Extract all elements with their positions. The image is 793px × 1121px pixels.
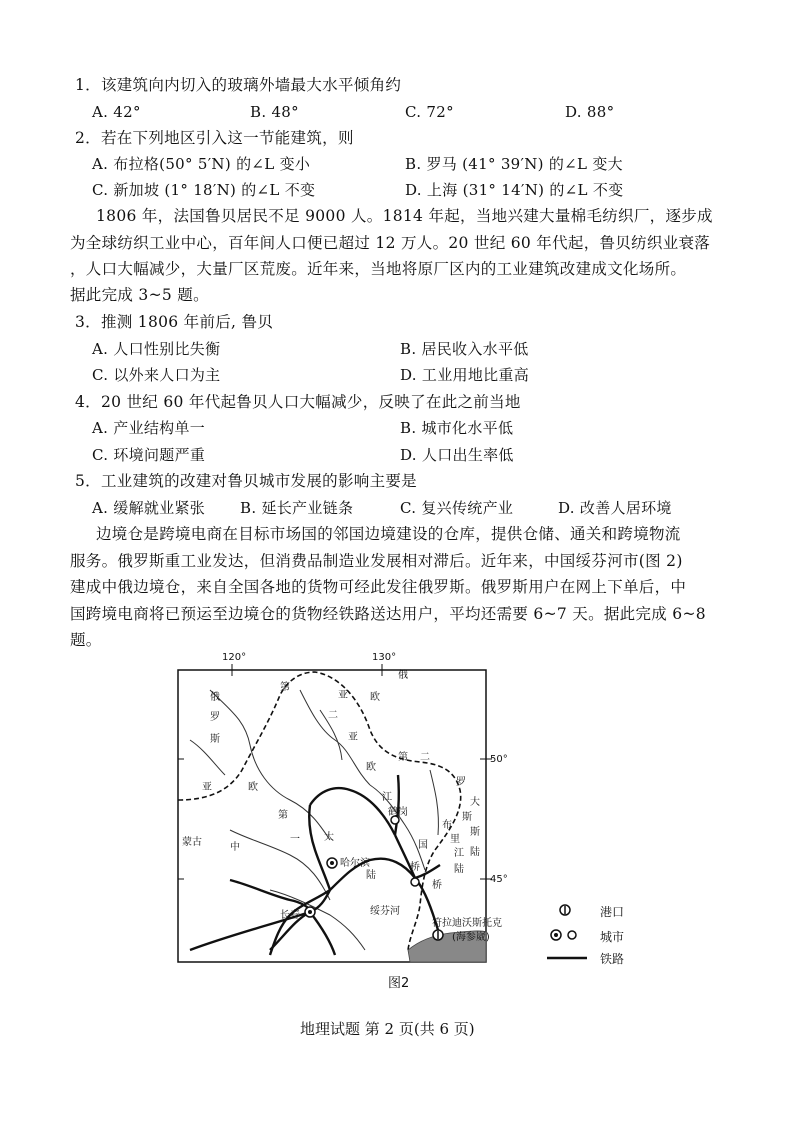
label-r1: 俄	[398, 670, 408, 681]
legend-port-label: 港口	[600, 905, 625, 919]
label-r2: 罗	[456, 777, 466, 788]
label-haishenwai: (海参崴)	[452, 932, 490, 943]
lat-label-50: 50°	[490, 754, 508, 765]
label-lu: 陆	[366, 870, 376, 881]
legend-city-label: 城市	[600, 930, 625, 944]
q3-option-d: D. 工业用地比重高	[400, 366, 530, 384]
label-qiao: 桥	[410, 862, 420, 873]
city-marker-icon	[411, 878, 419, 886]
lon-label-130: 130°	[372, 652, 397, 663]
q2-option-d: D. 上海 (31° 14′N) 的∠L 不变	[405, 181, 624, 199]
q5-option-b: B. 延长产业链条	[240, 499, 354, 517]
label-harbin: 哈尔滨	[340, 858, 370, 869]
label-w2: 欧	[248, 782, 258, 793]
map-figure-2	[170, 650, 510, 970]
label-n1: 亚	[338, 690, 348, 701]
label-vladivostok: 符拉迪沃斯托克	[432, 918, 502, 929]
city-marker-dot	[330, 861, 334, 865]
passage1-line-2: 为全球纺织工业中心，百年间人口便已超过 12 万人。20 世纪 60 年代起，鲁贝纺织业衰落	[70, 234, 711, 252]
page-footer: 地理试题 第 2 页(共 6 页)	[300, 1020, 475, 1038]
city-marker-dot	[308, 910, 312, 914]
port-legend-icon	[555, 903, 575, 917]
passage2-line-3: 建成中俄边境仓，来自全国各地的货物可经此发往俄罗斯。俄罗斯用户在网上下单后，中	[70, 578, 687, 596]
label-zhong: 中	[230, 842, 240, 853]
q1-option-d: D. 88°	[565, 103, 615, 121]
q4-option-c: C. 环境问题严重	[92, 446, 206, 464]
q2-stem: 2．若在下列地区引入这一节能建筑，则	[75, 129, 354, 147]
label-da: 大	[324, 832, 334, 843]
label-bu: 布	[442, 820, 452, 831]
city-harbin	[327, 858, 337, 868]
label-n2: 欧	[370, 692, 380, 703]
label-ne2: 二	[420, 752, 430, 763]
figure-caption: 图2	[388, 976, 410, 991]
q3-option-a: A. 人口性别比失衡	[92, 340, 221, 358]
label-elu: 陆	[454, 864, 464, 875]
q4-option-d: D. 人口出生率低	[400, 446, 514, 464]
port-vladivostok	[433, 930, 443, 940]
q3-option-c: C. 以外来人口为主	[92, 366, 221, 384]
q2-option-c: C. 新加坡 (1° 18′N) 的∠L 不变	[92, 181, 316, 199]
q5-option-d: D. 改善人居环境	[558, 499, 672, 517]
passage2-line-4: 国跨境电商将已预运至边境仓的货物经铁路送达用户，平均还需要 6~7 天。据此完成 6~8	[70, 605, 706, 623]
label-ri: 里	[450, 834, 460, 845]
q1-option-a: A. 42°	[92, 103, 141, 121]
q1-option-c: C. 72°	[405, 103, 454, 121]
label-jiang1: 江	[382, 792, 392, 803]
city-suifenhe	[411, 878, 419, 886]
passage2-line-1: 边境仓是跨境电商在目标市场国的邻国边境建设的仓库，提供仓储、通关和跨境物流	[96, 525, 681, 543]
label-mongolia: 蒙古	[182, 837, 202, 848]
label-ne1: 第	[398, 752, 408, 763]
passage1-line-1: 1806 年，法国鲁贝居民不足 9000 人。1814 年起，当地兴建大量棉毛纺织厂，逐步成	[96, 207, 713, 225]
label-n6: 欧	[366, 762, 376, 773]
label-n5: 亚	[348, 732, 358, 743]
city-legend-icon	[548, 928, 582, 942]
label-r3: 斯	[462, 812, 472, 823]
q5-option-c: C. 复兴传统产业	[400, 499, 514, 517]
legend-rail-label: 铁路	[600, 952, 625, 966]
label-eda: 大	[470, 797, 480, 808]
label-e1: 俄	[210, 692, 220, 703]
passage1-line-4: 据此完成 3~5 题。	[70, 286, 209, 304]
label-n3: 第	[280, 682, 290, 693]
passage2-line-2: 服务。俄罗斯重工业发达，但消费品制造业发展相对滞后。近年来，中国绥芬河市(图 2)	[70, 552, 683, 570]
q5-option-a: A. 缓解就业紧张	[92, 499, 206, 517]
label-sing: 斯	[470, 827, 480, 838]
rail-legend-icon	[545, 953, 589, 963]
q4-option-b: B. 城市化水平低	[400, 419, 514, 437]
q1-option-b: B. 48°	[250, 103, 299, 121]
label-w1: 亚	[202, 782, 212, 793]
label-guo: 国	[418, 840, 428, 851]
label-w3: 第	[278, 810, 288, 821]
lat-label-45: 45°	[490, 874, 508, 885]
city-changchun	[305, 907, 315, 917]
q4-option-a: A. 产业结构单一	[92, 419, 206, 437]
label-n4: 二	[328, 710, 338, 721]
label-suifenhe: 绥芬河	[370, 906, 400, 917]
lon-label-120: 120°	[222, 652, 247, 663]
label-w4: 一	[290, 834, 300, 845]
label-jiang2: 江	[454, 848, 464, 859]
q4-stem: 4．20 世纪 60 年代起鲁贝人口大幅减少，反映了在此之前当地	[75, 393, 521, 411]
label-e3: 斯	[210, 734, 220, 745]
label-hegang: 鹤岗	[388, 807, 408, 818]
passage1-line-3: ，人口大幅减少，大量厂区荒废。近年来，当地将原厂区内的工业建筑改建成文化场所。	[70, 260, 687, 278]
q5-stem: 5．工业建筑的改建对鲁贝城市发展的影响主要是	[75, 472, 417, 490]
q2-option-b: B. 罗马 (41° 39′N) 的∠L 变大	[405, 155, 623, 173]
label-qiao2: 桥	[432, 880, 442, 891]
label-e2: 罗	[210, 712, 220, 723]
q3-option-b: B. 居民收入水平低	[400, 340, 529, 358]
q2-option-a: A. 布拉格(50° 5′N) 的∠L 变小	[92, 155, 311, 173]
q1-stem: 1．该建筑向内切入的玻璃外墙最大水平倾角约	[75, 76, 402, 94]
passage2-line-5: 题。	[70, 631, 102, 649]
q3-stem: 3．推测 1806 年前后, 鲁贝	[75, 313, 274, 331]
label-slu: 陆	[470, 847, 480, 858]
label-changchun: 长春	[280, 910, 300, 921]
